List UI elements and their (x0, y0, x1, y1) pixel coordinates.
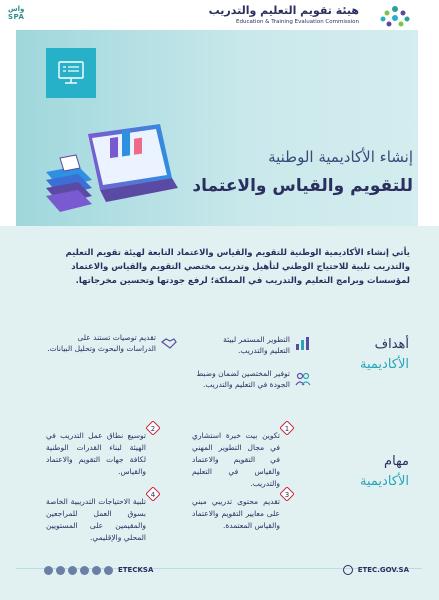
task-number-4-icon (146, 486, 160, 500)
instagram-icon[interactable] (56, 566, 65, 575)
goals-title-line1: أهداف (374, 337, 409, 352)
page-header (0, 0, 439, 30)
task-number-3-icon (280, 486, 294, 500)
chart-bars-icon (294, 334, 312, 352)
tasks-title (360, 452, 409, 492)
experts-icon (294, 370, 312, 388)
website-link[interactable]: ETEC.GOV.SA (357, 566, 409, 574)
task-item-2: توسيع نطاق عمل التدريب في الهيئة لبناء القدرات الوطنية لكافة جهات التقويم والاعتماد والقياس. (46, 431, 146, 476)
goal-item-2: تقديم توصيات تستند على الدراسات والبحوث وتحليل البيانات. (47, 333, 156, 353)
svg-text:4: 4 (150, 491, 156, 499)
social-links (44, 566, 113, 575)
task-number-2-icon (146, 420, 160, 434)
globe-icon (343, 565, 353, 575)
hero-title-line2: للتقويم والقياس والاعتماد (192, 176, 413, 196)
intro-paragraph: يأتي إنشاء الأكاديمية الوطنية للتقويم والقياس والاعتماد التابعة لهيئة تقويم التعليم والتدريب تلبية للاحتياج الوطني لتأهيل وتدريب مختصي التقويم والقياس والاعتماد لمؤسسات وبرامج التعليم والتدريب في المملكة؛ لرفع جودتها وتحسين مخرجاتها. (65, 248, 410, 286)
snapchat-icon[interactable] (80, 566, 89, 575)
svg-text:2: 2 (150, 425, 156, 433)
social-handle[interactable]: ETECKSA (118, 566, 154, 574)
goal-item-1: التطوير المستمر لبيئة التعليم والتدريب. (223, 335, 290, 355)
goal-item-3: توفير المختصين لضمان وضبط الجودة في التعليم والتدريب. (196, 369, 290, 389)
twitter-icon[interactable] (92, 566, 101, 575)
handshake-icon (160, 334, 178, 352)
etec-logo-icon (365, 3, 425, 29)
monitor-icon (57, 60, 85, 86)
org-name-ar: هيئة تقويم التعليم والتدريب (208, 4, 359, 17)
task-item-3: تقديم محتوى تدريبي مبني على معايير التقويم والاعتماد والقياس المعتمدة. (192, 497, 280, 530)
laptop-illustration (40, 118, 180, 228)
spa-logo: واس SPA (8, 5, 25, 21)
goals-title (360, 335, 409, 375)
facebook-icon[interactable] (104, 566, 113, 575)
linkedin-icon[interactable] (44, 566, 53, 575)
tasks-title-line2: الأكاديمية (360, 474, 409, 489)
goals-title-line2: الأكاديمية (360, 357, 409, 372)
task-item-4: تلبية الاحتياجات التدريبية الخاصة بسوق العمل للمراجعين والمقيمين على المستويين المحلي والإقليمي. (46, 497, 146, 542)
tasks-title-line1: مهام (384, 454, 409, 469)
svg-text:3: 3 (284, 491, 290, 499)
task-number-1-icon (280, 420, 294, 434)
youtube-icon[interactable] (68, 566, 77, 575)
svg-text:1: 1 (284, 425, 290, 433)
monitor-badge (46, 48, 96, 98)
task-item-1: تكوين بيت خبرة استشاري في مجال التطوير المهني في التقويم والاعتماد والقياس في التعليم والتدريب. (192, 431, 280, 488)
hero-title-line1: إنشاء الأكاديمية الوطنية (268, 148, 413, 166)
org-name-en: Education & Training Evaluation Commission (236, 19, 359, 25)
